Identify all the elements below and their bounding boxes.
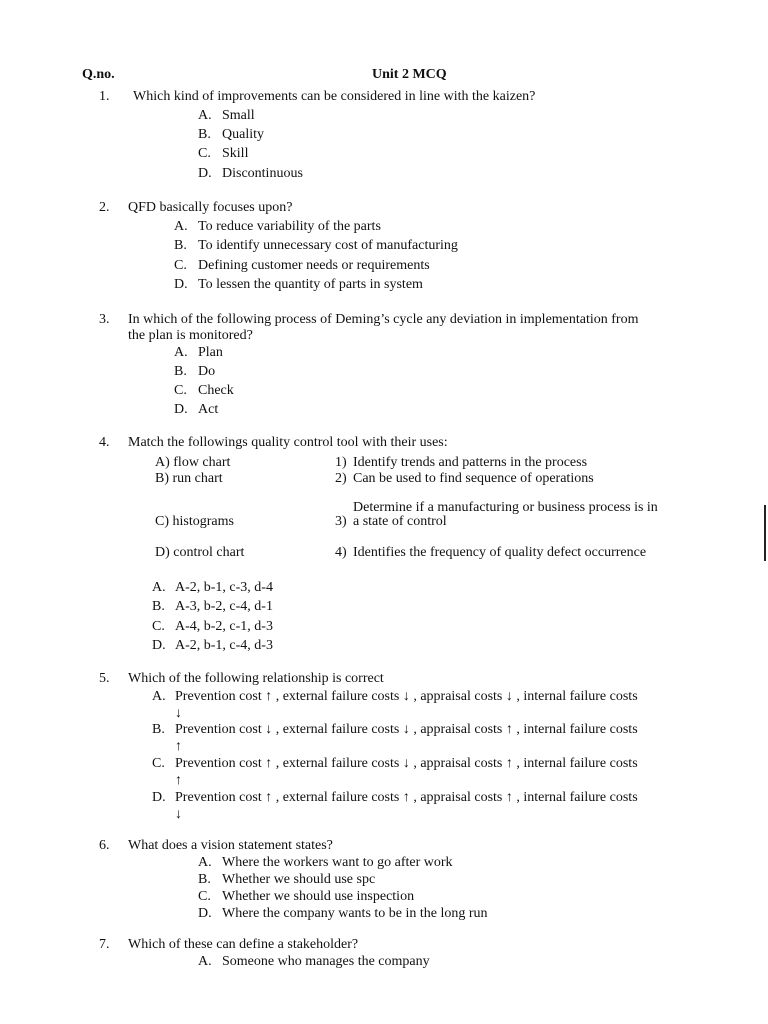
option-letter: A. — [198, 108, 212, 123]
question-number: 6. — [99, 838, 110, 853]
option-letter: C. — [152, 619, 165, 634]
option-text: A-2, b-1, c-3, d-4 — [175, 580, 273, 595]
question-text: Which of the following relationship is correct — [128, 671, 384, 686]
page-edge-mark — [764, 505, 766, 561]
option-text-continuation: ↑ — [175, 739, 182, 754]
option-letter: B. — [174, 238, 187, 253]
match-left-item: C) histograms — [155, 514, 234, 529]
option-text: Discontinuous — [222, 166, 303, 181]
option-letter: A. — [152, 580, 166, 595]
option-text: Prevention cost ↑ , external failure costs ↑ , appraisal costs ↑ , internal failure costs — [175, 790, 638, 805]
option-text: Check — [198, 383, 234, 398]
option-letter: C. — [198, 146, 211, 161]
match-right-text: Identifies the frequency of quality defect occurrence — [353, 545, 647, 560]
option-text: Act — [198, 402, 219, 417]
option-text: Do — [198, 364, 216, 379]
option-text: A-4, b-2, c-1, d-3 — [175, 619, 273, 634]
question-text: QFD basically focuses upon? — [128, 200, 293, 215]
option-letter: A. — [174, 345, 188, 360]
question-number: 2. — [99, 200, 110, 215]
option-text: Prevention cost ↓ , external failure costs ↓ , appraisal costs ↑ , internal failure costs — [175, 722, 638, 737]
option-text: To lessen the quantity of parts in system — [198, 277, 423, 292]
option-letter: B. — [174, 364, 187, 379]
option-letter: D. — [152, 790, 166, 805]
option-text: Prevention cost ↑ , external failure costs ↓ , appraisal costs ↓ , internal failure costs — [175, 689, 638, 704]
option-letter: D. — [198, 906, 212, 921]
option-letter: D. — [174, 402, 188, 417]
question-text-line-1: In which of the following process of Deming’s cycle any deviation in implementation from — [128, 312, 639, 327]
page-title: Unit 2 MCQ — [372, 67, 447, 82]
match-left-item: A) flow chart — [155, 455, 231, 470]
option-letter: C. — [174, 258, 187, 273]
option-letter: C. — [174, 383, 187, 398]
option-letter: B. — [198, 872, 211, 887]
match-left-item: B) run chart — [155, 471, 223, 486]
option-letter: B. — [152, 599, 165, 614]
qno-label: Q.no. — [82, 67, 115, 82]
question-text: Match the followings quality control tool with their uses: — [128, 435, 448, 450]
question-number: 5. — [99, 671, 110, 686]
option-text-continuation: ↓ — [175, 706, 182, 721]
match-right-number: 4) — [335, 545, 347, 560]
question-number: 7. — [99, 937, 110, 952]
option-letter: A. — [198, 954, 212, 969]
option-text: To identify unnecessary cost of manufacturing — [198, 238, 458, 253]
question-number: 1. — [99, 89, 110, 104]
option-text: A-3, b-2, c-4, d-1 — [175, 599, 273, 614]
match-right-text-line-1: Determine if a manufacturing or business process is in — [353, 500, 658, 515]
option-text: Whether we should use spc — [222, 872, 376, 887]
question-text: Which of these can define a stakeholder? — [128, 937, 359, 952]
option-text: Skill — [222, 146, 249, 161]
question-text: Which kind of improvements can be considered in line with the kaizen? — [133, 89, 536, 104]
match-right-text-line-2: a state of control — [353, 514, 447, 529]
question-text: What does a vision statement states? — [128, 838, 333, 853]
option-text: Where the workers want to go after work — [222, 855, 453, 870]
option-text: Quality — [222, 127, 264, 142]
question-number: 4. — [99, 435, 110, 450]
option-letter: C. — [152, 756, 165, 771]
option-text: Where the company wants to be in the long run — [222, 906, 488, 921]
match-right-text: Identify trends and patterns in the process — [353, 455, 588, 470]
match-left-item: D) control chart — [155, 545, 245, 560]
option-letter: A. — [198, 855, 212, 870]
option-letter: B. — [198, 127, 211, 142]
option-text: Defining customer needs or requirements — [198, 258, 430, 273]
option-text: Whether we should use inspection — [222, 889, 415, 904]
option-text: A-2, b-1, c-4, d-3 — [175, 638, 273, 653]
option-letter: D. — [174, 277, 188, 292]
match-right-text: Can be used to find sequence of operations — [353, 471, 594, 486]
match-right-number: 3) — [335, 514, 347, 529]
option-text: Someone who manages the company — [222, 954, 430, 969]
option-letter: D. — [152, 638, 166, 653]
match-right-number: 2) — [335, 471, 347, 486]
option-text: Small — [222, 108, 255, 123]
option-text: Plan — [198, 345, 223, 360]
option-letter: A. — [174, 219, 188, 234]
option-text-continuation: ↓ — [175, 807, 182, 822]
option-letter: C. — [198, 889, 211, 904]
question-text-line-2: the plan is monitored? — [128, 328, 253, 343]
option-letter: A. — [152, 689, 166, 704]
option-text-continuation: ↑ — [175, 773, 182, 788]
option-text: Prevention cost ↑ , external failure costs ↓ , appraisal costs ↑ , internal failure costs — [175, 756, 638, 771]
option-text: To reduce variability of the parts — [198, 219, 381, 234]
match-right-number: 1) — [335, 455, 347, 470]
option-letter: B. — [152, 722, 165, 737]
question-number: 3. — [99, 312, 110, 327]
option-letter: D. — [198, 166, 212, 181]
